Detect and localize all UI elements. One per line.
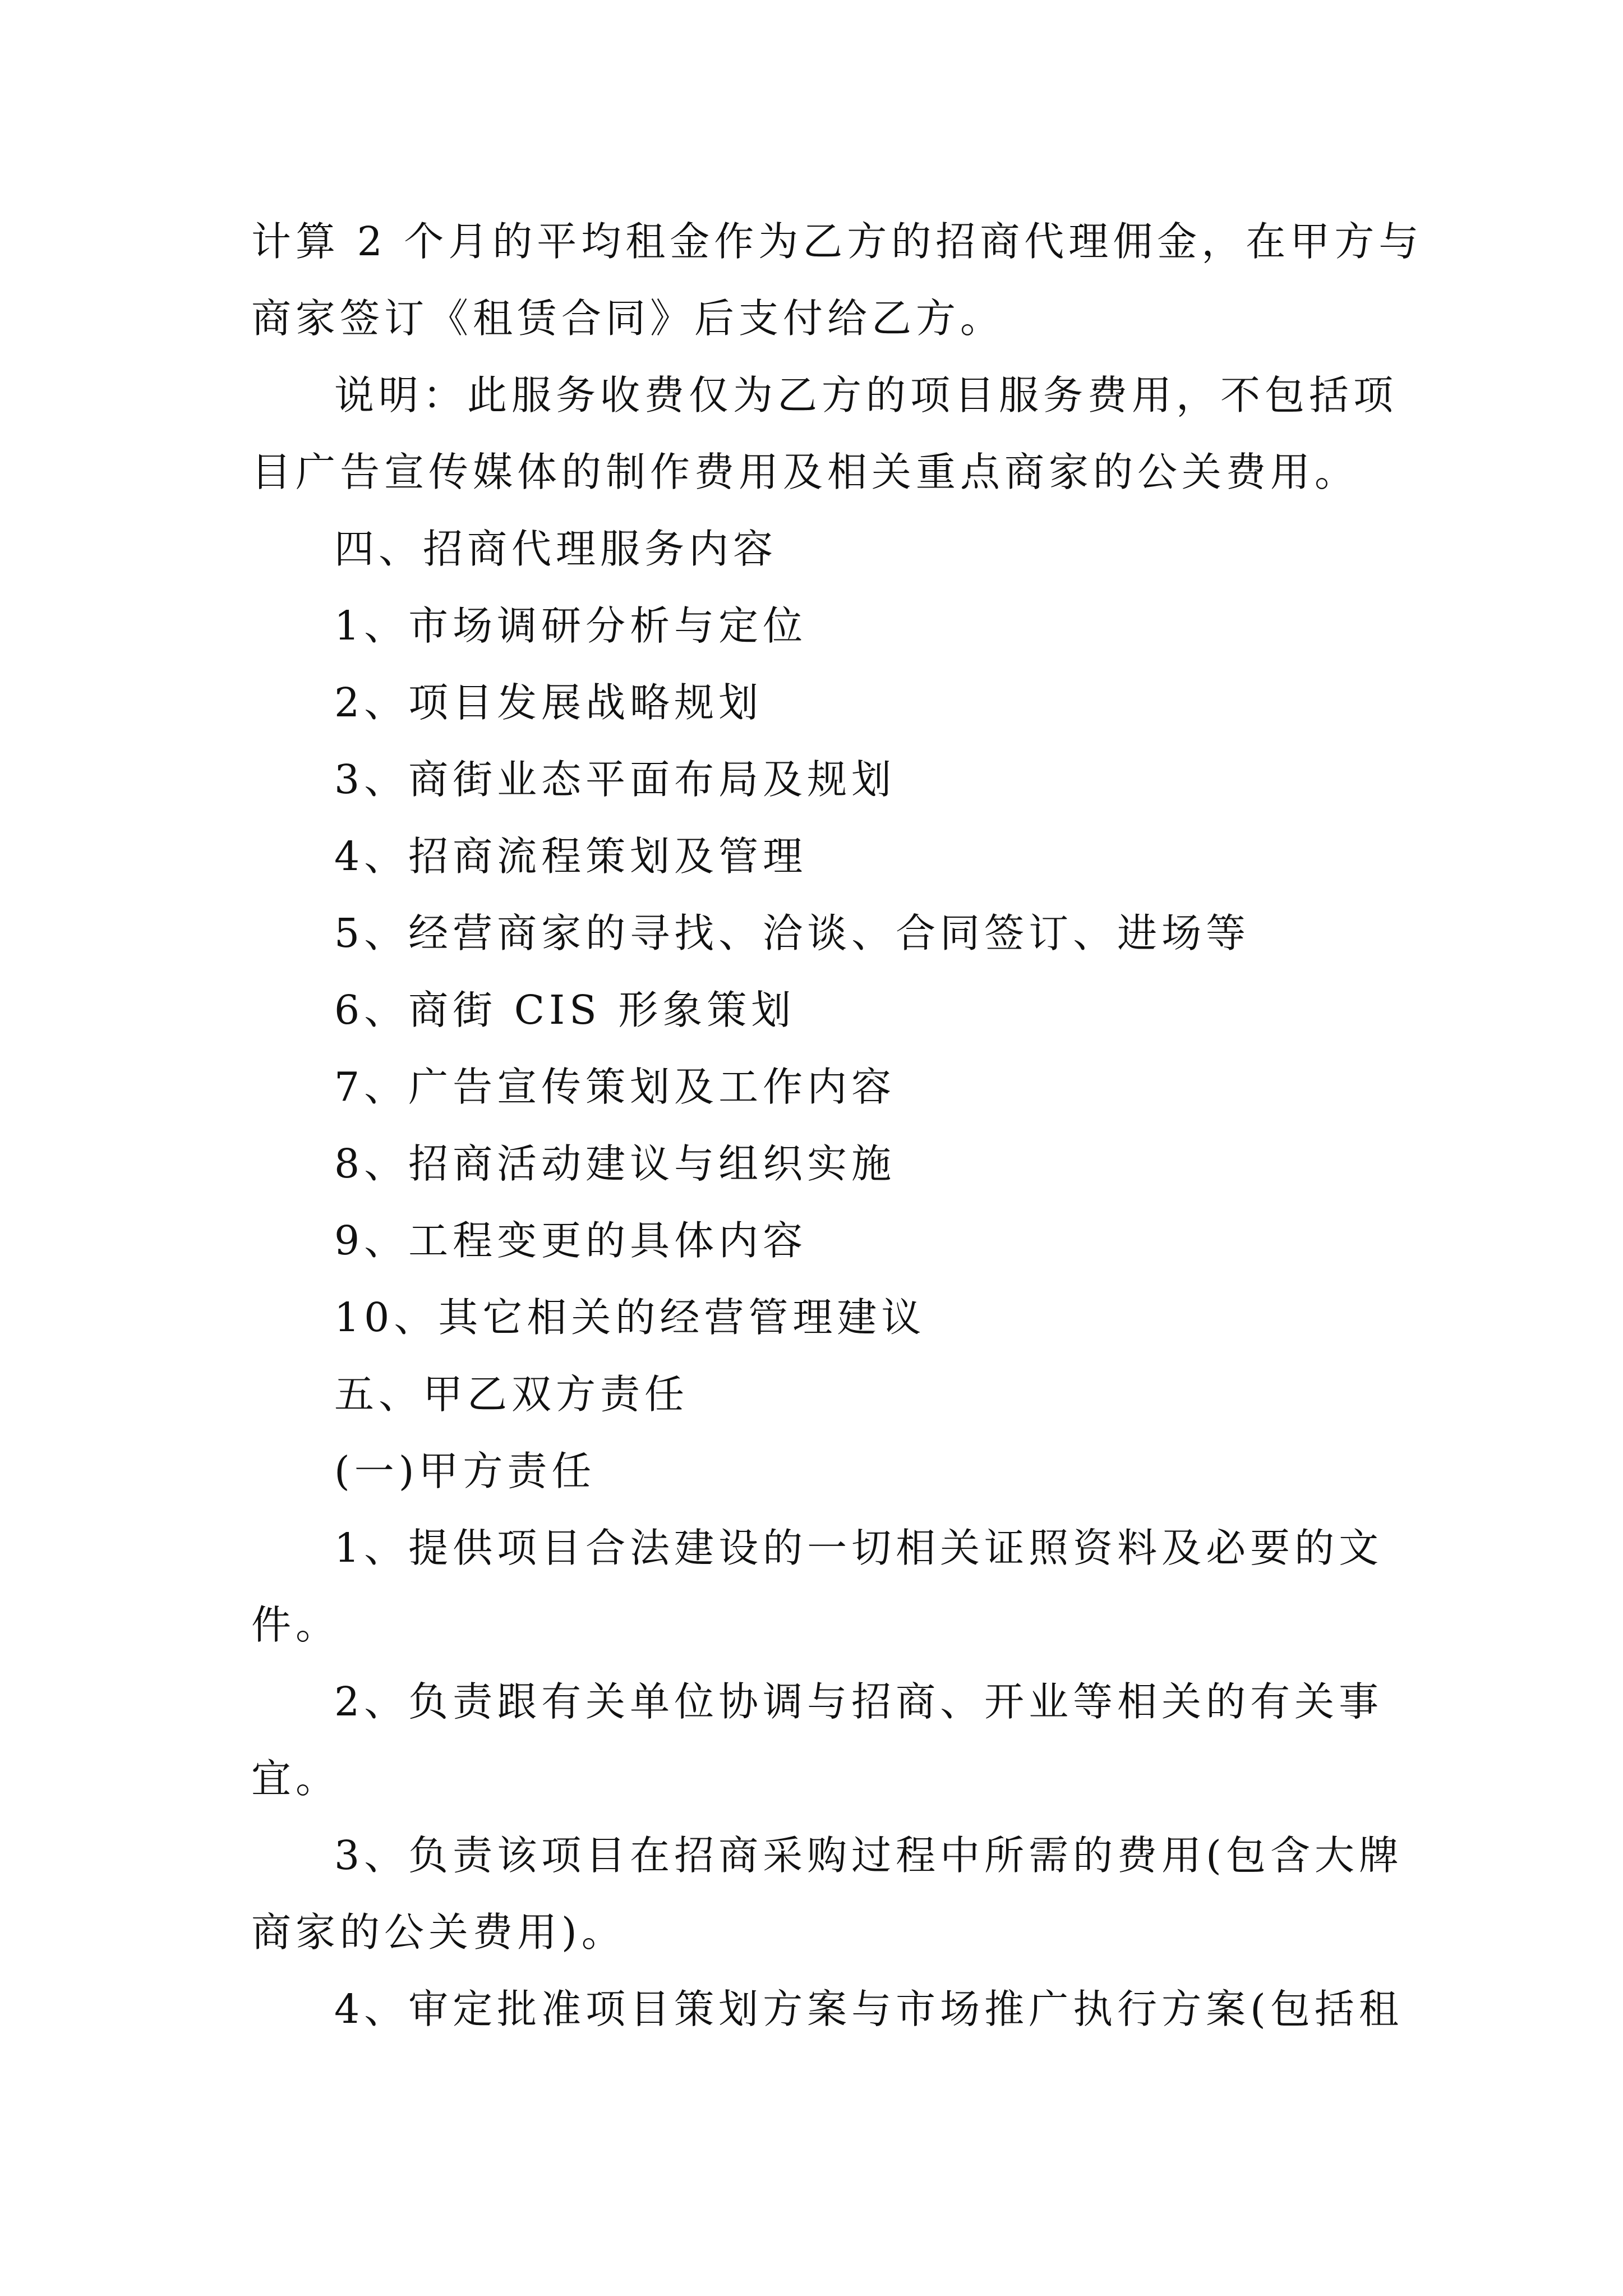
text-line: 9、工程变更的具体内容	[334, 1217, 808, 1264]
text-line: 3、负责该项目在招商采购过程中所需的费用(包含大牌	[334, 1832, 1403, 1879]
text-line: 7、广告宣传策划及工作内容	[334, 1064, 896, 1110]
text-line: 说明：此服务收费仅为乙方的项目服务费用，不包括项	[334, 372, 1398, 418]
text-line: 5、经营商家的寻找、洽谈、合同签订、进场等	[334, 910, 1251, 956]
text-line: 4、审定批准项目策划方案与市场推广执行方案(包括租	[334, 1986, 1403, 2032]
text-line: 五、甲乙双方责任	[334, 1371, 689, 1418]
text-line: 件。	[251, 1602, 340, 1648]
text-line: 目广告宣传媒体的制作费用及相关重点商家的公关费用。	[251, 449, 1359, 495]
text-line: 计算 2 个月的平均租金作为乙方的招商代理佣金，在甲方与	[251, 218, 1423, 265]
text-line: 商家签订《租赁合同》后支付给乙方。	[251, 295, 1005, 342]
document-body	[251, 203, 1423, 2047]
text-line: 2、负责跟有关单位协调与招商、开业等相关的有关事	[334, 1678, 1384, 1725]
text-line: 6、商街 CIS 形象策划	[334, 987, 796, 1033]
text-line: 10、其它相关的经营管理建议	[334, 1294, 926, 1341]
text-line: 8、招商活动建议与组织实施	[334, 1140, 896, 1187]
text-line: 1、提供项目合法建设的一切相关证照资料及必要的文	[334, 1525, 1384, 1571]
text-line: 3、商街业态平面布局及规划	[334, 756, 896, 803]
text-line: 宜。	[251, 1755, 340, 1802]
text-line: 1、市场调研分析与定位	[334, 602, 808, 649]
text-line: 商家的公关费用)。	[251, 1909, 626, 1955]
text-line: 2、项目发展战略规划	[334, 679, 763, 726]
text-line: 4、招商流程策划及管理	[334, 833, 808, 880]
text-line: 四、招商代理服务内容	[334, 526, 778, 572]
text-line: (一)甲方责任	[334, 1448, 596, 1494]
